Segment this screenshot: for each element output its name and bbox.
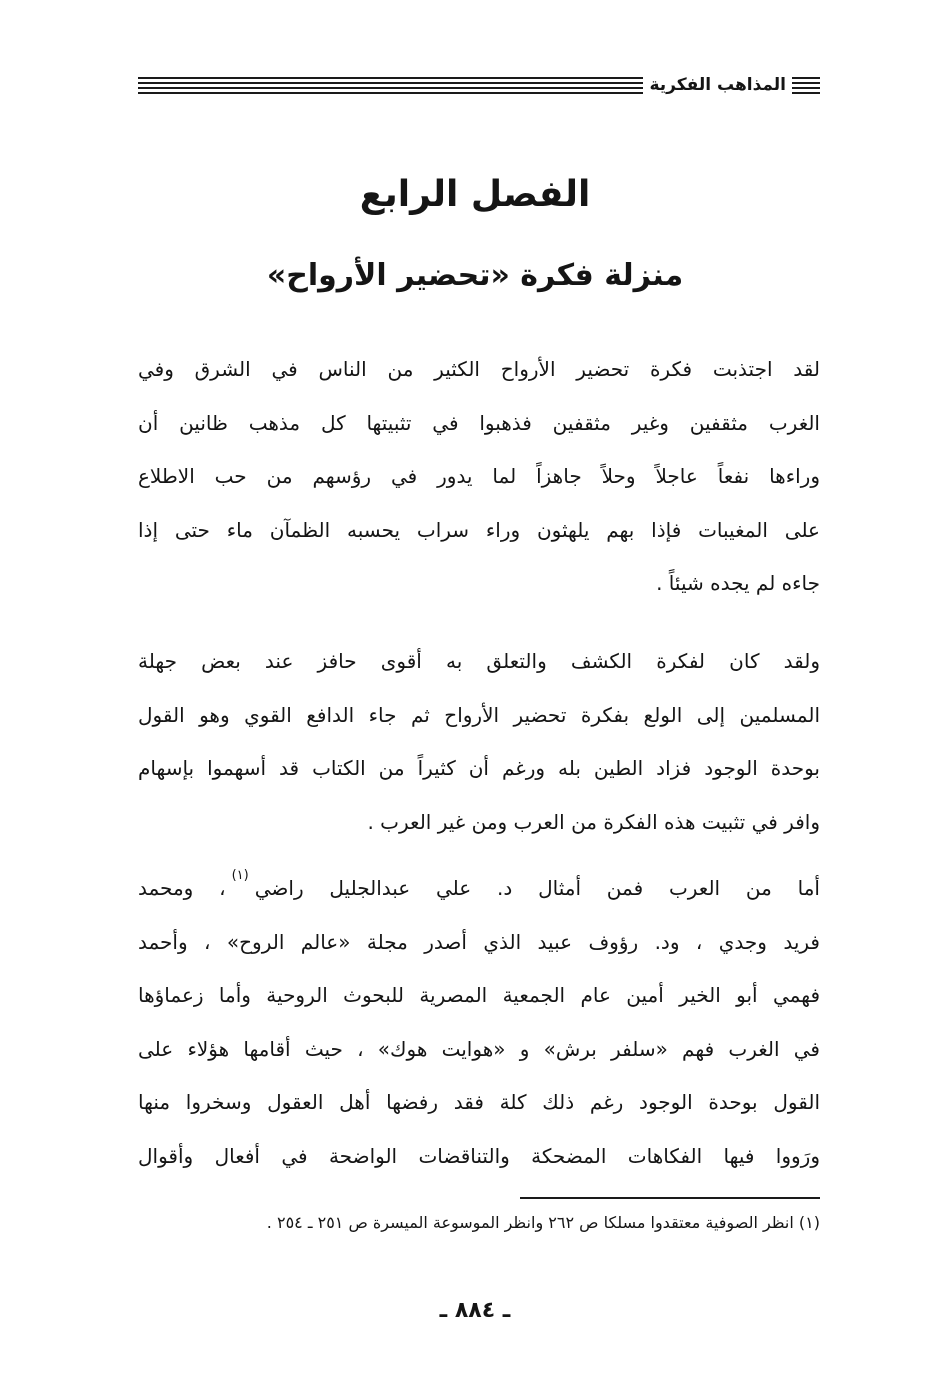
header-rule-right [792,77,820,94]
paragraph-line: وافر في تثبيت هذه الفكرة من العرب ومن غير العرب . [367,809,820,834]
paragraph-3 [138,862,820,1183]
line-text-after-marker: ، ومحمد [138,876,226,900]
paragraph-line: ورَووا فيها الفكاهات المضحكة والتناقضات الواضحة في أفعال وأقوال [138,1143,820,1168]
paragraph-line: الغرب مثقفين وغير مثقفين فذهبوا في تثبيتها كل مذهب ظانين أن [138,410,820,435]
paragraph-1 [138,343,820,611]
running-header [138,72,820,98]
chapter-title: الفصل الرابع [359,174,591,215]
header-title: المذاهب الفكرية [649,75,786,95]
paragraph-line: ولقد كان لفكرة الكشف والتعلق به أقوى حافز عند بعض جهلة [138,649,820,673]
section-title: منزلة فكرة «تحضير الأرواح» [266,258,684,293]
paragraph-line: بوحدة الوجود فزاد الطين بله ورغم أن كثيراً من الكتاب قد أسهموا بإسهام [138,756,820,780]
paragraph-line: فريد وجدي ، ود. رؤوف عبيد الذي أصدر مجلة «عالم الروح» ، وأحمد [138,929,820,954]
footnote: (١) انظر الصوفية معتقدوا مسلكا ص ٢٦٢ وانظر الموسوعة الميسرة ص ٢٥١ ـ ٢٥٤ . [266,1213,820,1232]
header-rule-left [138,77,643,94]
paragraph-line: جاءه لم يجده شيئاً . [656,571,820,595]
paragraph-line: المسلمين إلى الولع بفكرة تحضير الأرواح ثم جاء الدافع القوي وهو القول [138,702,820,727]
footnote-divider [520,1197,820,1199]
paragraph-line: لقد اجتذبت فكرة تحضير الأرواح الكثير من الناس في الشرق وفي [138,357,820,381]
footnote-marker[interactable]: (١) [231,868,249,883]
paragraph-line: وراءها نفعاً عاجلاً وحلاً جاهزاً لما يدور في رؤسهم من حب الاطلاع [138,464,820,488]
paragraph-2 [138,635,820,849]
line-text-before-marker: أما من العرب فمن أمثال د. علي عبدالجليل راضي [254,876,820,900]
paragraph-line: على المغيبات فإذا بهم يلهثون وراء سراب يحسبه الظمآن ماء حتى إذا [138,517,820,542]
paragraph-line: فهمي أبو الخير أمين عام الجمعية المصرية للبحوث الروحية وأما زعماؤها [138,983,820,1007]
paragraph-line: في الغرب فهم «سلفر برش» و «هوايت هوك» ، حيث أقامها هؤلاء على [138,1036,820,1061]
paragraph-line: القول بوحدة الوجود رغم ذلك كلة فقد رفضها أهل العقول وسخروا منها [138,1090,820,1114]
paragraph-line-with-footnote [138,862,820,916]
page-number: ـ ٨٨٤ ـ [439,1298,511,1323]
